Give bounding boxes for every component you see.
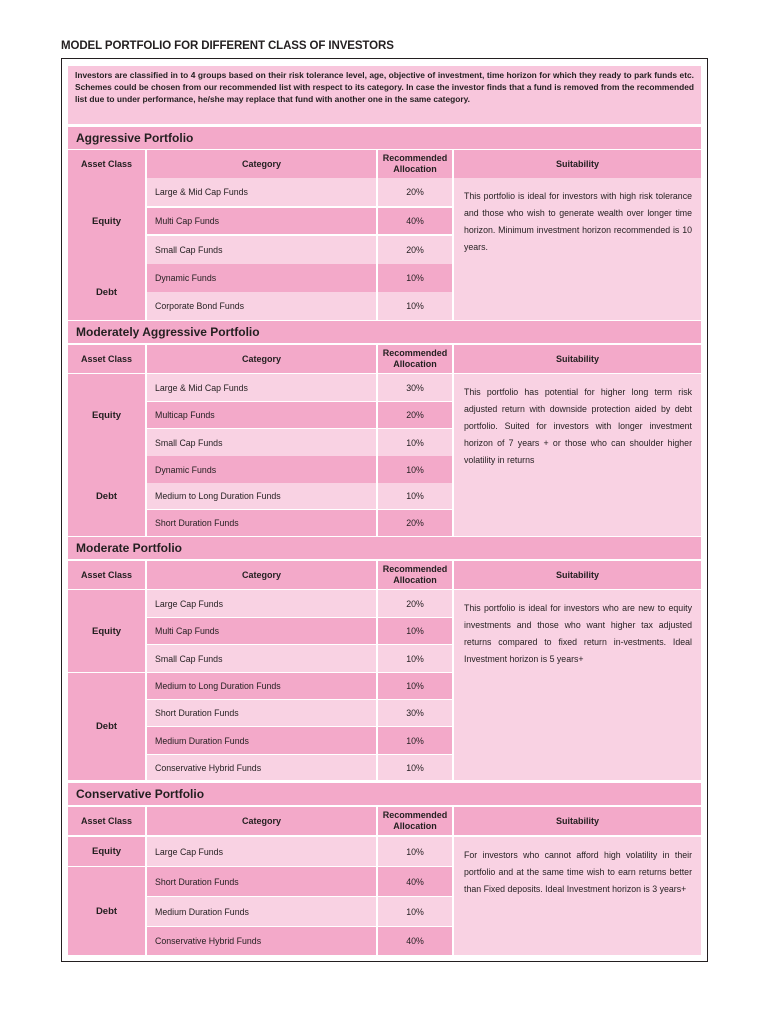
allocation-cell: 40% <box>378 867 452 896</box>
allocation-cell: 10% <box>378 755 452 780</box>
header-category: Category <box>147 807 376 835</box>
header-allocation: Recommended Allocation <box>378 345 452 373</box>
allocation-cell: 30% <box>378 374 452 401</box>
suitability-text: For investors who cannot afford high volatility in their portfolio and at the same time wish to earn returns better than Fixed deposits. Ideal Investment horizon is 3 years+ <box>454 837 701 955</box>
allocation-cell: 10% <box>378 483 452 509</box>
allocation-cell: 40% <box>378 208 452 234</box>
portfolio-title: Conservative Portfolio <box>68 783 701 805</box>
header-allocation: Recommended Allocation <box>378 807 452 835</box>
allocation-cell: 20% <box>378 236 452 264</box>
category-cell: Dynamic Funds <box>147 456 376 483</box>
allocation-cell: 20% <box>378 178 452 206</box>
header-category: Category <box>147 345 376 373</box>
header-allocation: Recommended Allocation <box>378 150 452 178</box>
portfolio-title: Moderate Portfolio <box>68 537 701 559</box>
category-cell: Medium to Long Duration Funds <box>147 483 376 509</box>
category-cell: Conservative Hybrid Funds <box>147 927 376 955</box>
header-category: Category <box>147 150 376 178</box>
asset-class-debt: Debt <box>68 456 145 536</box>
asset-class-debt: Debt <box>68 264 145 320</box>
category-cell: Multi Cap Funds <box>147 618 376 644</box>
header-suitability: Suitability <box>454 807 701 835</box>
category-cell: Small Cap Funds <box>147 236 376 264</box>
category-cell: Large Cap Funds <box>147 590 376 617</box>
header-category: Category <box>147 561 376 589</box>
asset-class-debt: Debt <box>68 867 145 955</box>
header-asset-class: Asset Class <box>68 807 145 835</box>
portfolio-title: Aggressive Portfolio <box>68 127 701 149</box>
category-cell: Multi Cap Funds <box>147 208 376 234</box>
header-asset-class: Asset Class <box>68 150 145 178</box>
asset-class-equity: Equity <box>68 837 145 866</box>
header-suitability: Suitability <box>454 345 701 373</box>
suitability-text: This portfolio has potential for higher long term risk adjusted return with downside protection aided by debt portfolio. Suited for investors with longer investment horizon of 7 years + or those who can shoulder higher volatility in returns <box>454 374 701 536</box>
header-suitability: Suitability <box>454 150 701 178</box>
asset-class-equity: Equity <box>68 590 145 672</box>
category-cell: Large & Mid Cap Funds <box>147 374 376 401</box>
category-cell: Medium Duration Funds <box>147 897 376 926</box>
allocation-cell: 10% <box>378 618 452 644</box>
category-cell: Small Cap Funds <box>147 429 376 456</box>
asset-class-debt: Debt <box>68 673 145 780</box>
suitability-text: This portfolio is ideal for investors with high risk tolerance and those who wish to generate wealth over longer time horizon. Minimum investment horizon recommended is 10 years. <box>454 178 701 320</box>
header-asset-class: Asset Class <box>68 561 145 589</box>
category-cell: Medium to Long Duration Funds <box>147 673 376 699</box>
category-cell: Large Cap Funds <box>147 837 376 866</box>
allocation-cell: 10% <box>378 429 452 456</box>
suitability-text: This portfolio is ideal for investors who are new to equity investments and those who want higher tax adjusted returns compared to fixed return in-vestments. Ideal Investment horizon is 5 years+ <box>454 590 701 780</box>
allocation-cell: 10% <box>378 264 452 292</box>
portfolio-title: Moderately Aggressive Portfolio <box>68 321 701 343</box>
asset-class-equity: Equity <box>68 178 145 264</box>
category-cell: Medium Duration Funds <box>147 727 376 754</box>
allocation-cell: 20% <box>378 402 452 428</box>
allocation-cell: 20% <box>378 510 452 536</box>
allocation-cell: 30% <box>378 700 452 726</box>
header-allocation: Recommended Allocation <box>378 561 452 589</box>
category-cell: Short Duration Funds <box>147 700 376 726</box>
allocation-cell: 10% <box>378 837 452 866</box>
allocation-cell: 10% <box>378 292 452 320</box>
intro-paragraph: Investors are classified in to 4 groups based on their risk tolerance level, age, objective of investment, time horizon for which they ready to park funds etc. Schemes could be chosen from our recommended list with respect to its category. In case the investor finds that a fund is removed from the recommended list due to under performance, he/she may replace that fund with another one in the same category. <box>68 66 701 124</box>
category-cell: Short Duration Funds <box>147 510 376 536</box>
asset-class-equity: Equity <box>68 374 145 456</box>
header-suitability: Suitability <box>454 561 701 589</box>
allocation-cell: 10% <box>378 897 452 926</box>
allocation-cell: 10% <box>378 645 452 672</box>
category-cell: Short Duration Funds <box>147 867 376 896</box>
allocation-cell: 40% <box>378 927 452 955</box>
category-cell: Multicap Funds <box>147 402 376 428</box>
allocation-cell: 10% <box>378 456 452 483</box>
allocation-cell: 20% <box>378 590 452 617</box>
page-title: MODEL PORTFOLIO FOR DIFFERENT CLASS OF INVESTORS <box>61 40 394 52</box>
category-cell: Dynamic Funds <box>147 264 376 292</box>
category-cell: Small Cap Funds <box>147 645 376 672</box>
header-asset-class: Asset Class <box>68 345 145 373</box>
category-cell: Conservative Hybrid Funds <box>147 755 376 780</box>
category-cell: Large & Mid Cap Funds <box>147 178 376 206</box>
category-cell: Corporate Bond Funds <box>147 292 376 320</box>
allocation-cell: 10% <box>378 727 452 754</box>
allocation-cell: 10% <box>378 673 452 699</box>
